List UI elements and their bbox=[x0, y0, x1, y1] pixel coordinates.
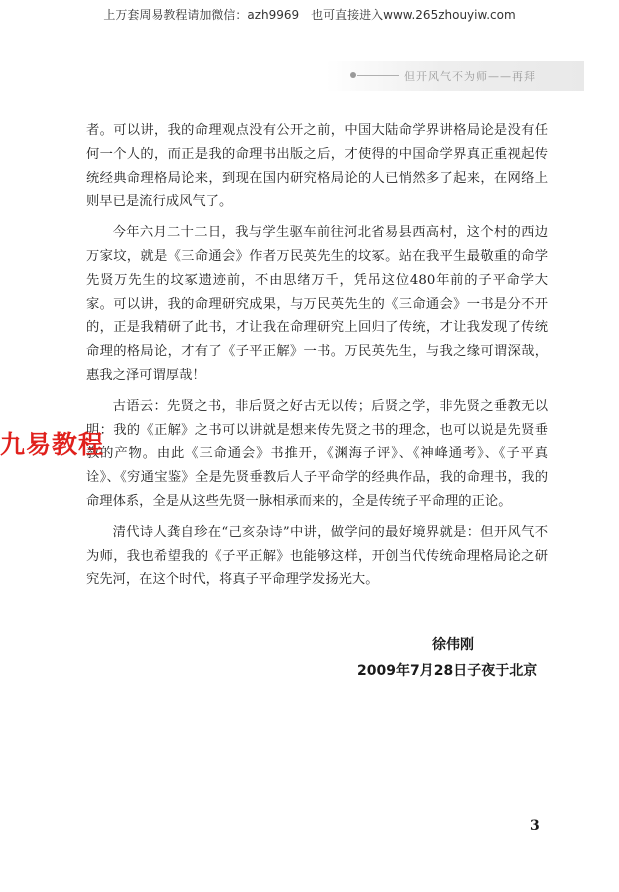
bullet-dot-icon bbox=[350, 72, 356, 78]
paragraph: 古语云：先贤之书，非后贤之好古无以传；后贤之学，非先贤之垂教无以明：我的《正解》之书可以讲就是想来传先贤之书的理念，也可以说是先贤垂教的产物。由此《三命通会》书推开，《渊海子评》、《神峰通考》、《子平真诠》、《穷通宝鉴》全是先贤垂教后人子平命学的经典作品，我的命理书，我的命理体系，全是从这些先贤一脉相承而来的，全是传统子平命理的正论。 bbox=[86, 398, 548, 509]
header-rule bbox=[357, 75, 399, 76]
paragraph: 今年六月二十二日，我与学生驱车前往河北省易县西高村，这个村的西边万家坟，就是《三命通会》作者万民英先生的坟冢。站在我平生最敬重的命学先贤万先生的坟冢遗迹前，不由思绪万千，凭吊这位480年前的子平命学大家。可以讲，我的命理研究成果，与万民英先生的《三命通会》一书是分不开的，正是我精研了此书，才让我在命理研究上回归了传统，才让我发现了传统命理的格局论，才有了《子平正解》一书。万民英先生，与我之缘可谓深哉，惠我之泽可谓厚哉！ bbox=[86, 225, 548, 383]
watermark-logo: 九易教程 bbox=[0, 430, 105, 459]
paragraph: 者。可以讲，我的命理观点没有公开之前，中国大陆命学界讲格局论是没有任何一个人的，而正是我的命理书出版之后，才使得的中国命学界真正重视起传统经典命理格局论来，到现在国内研究格局论的人已悄然多了起来，在网络上则早已是流行成风气了。 bbox=[86, 123, 548, 210]
author-name: 徐伟刚 bbox=[432, 637, 474, 653]
signature-date: 2009年7月28日子夜于北京 bbox=[357, 663, 538, 679]
promo-banner: 上万套周易教程请加微信：azh9969 也可直接进入www.265zhouyiw.com bbox=[103, 8, 516, 22]
body-text bbox=[86, 119, 548, 599]
running-header bbox=[326, 61, 584, 91]
paragraph: 清代诗人龚自珍在“己亥杂诗”中讲，做学问的最好境界就是：但开风气不为师，我也希望我的《子平正解》也能够这样，开创当代传统命理格局论之研究先河，在这个时代，将真子平命理学发扬光大。 bbox=[86, 524, 548, 588]
page-number: 3 bbox=[530, 818, 540, 834]
running-header-title: 但开风气不为师——再拜 bbox=[404, 70, 536, 83]
